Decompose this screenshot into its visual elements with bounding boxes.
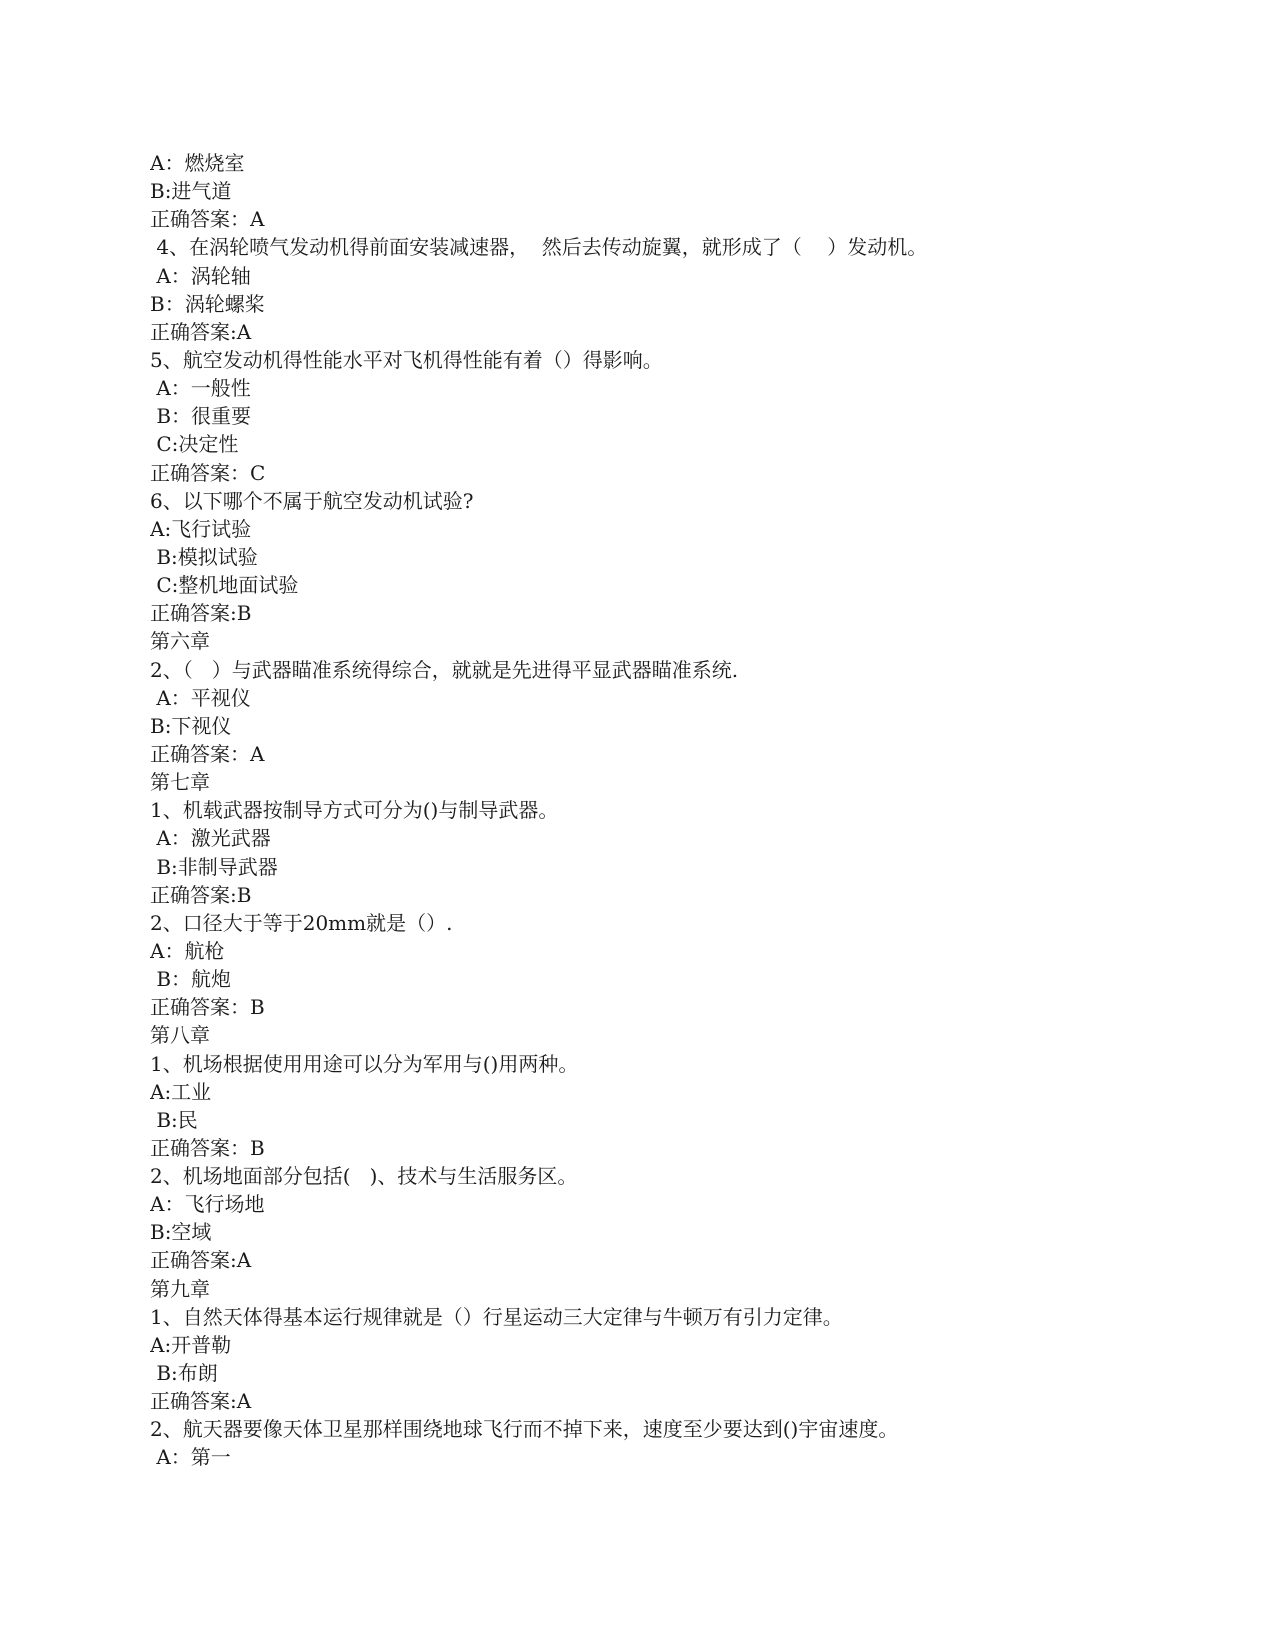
text-line: A:飞行试验 [150, 516, 252, 541]
chapter-heading: 第九章 [150, 1276, 210, 1301]
text-line: 2、（ ）与武器瞄准系统得综合，就就是先进得平显武器瞄准系统. [150, 657, 739, 682]
text-line: A：激光武器 [150, 826, 271, 851]
text-line: C:决定性 [150, 432, 239, 457]
text-line: B:下视仪 [150, 713, 232, 738]
text-line: 1、机场根据使用用途可以分为军用与()用两种。 [150, 1051, 579, 1076]
text-line: 5、航空发动机得性能水平对飞机得性能有着（）得影响。 [150, 347, 663, 372]
text-line: 4、在涡轮喷气发动机得前面安装减速器， 然后去传动旋翼，就形成了（ ）发动机。 [150, 235, 928, 260]
text-line: A：航枪 [150, 938, 225, 963]
text-line: C:整机地面试验 [150, 573, 299, 598]
text-line: 正确答案：B [150, 995, 265, 1020]
document-body [150, 149, 1150, 1472]
text-line: 正确答案:A [150, 1248, 252, 1273]
text-line: 正确答案:B [150, 882, 252, 907]
text-line: B：涡轮螺桨 [150, 291, 265, 316]
text-line: 正确答案：B [150, 1135, 265, 1160]
text-line: A:工业 [150, 1079, 212, 1104]
text-line: B:模拟试验 [150, 544, 258, 569]
text-line: 正确答案：A [150, 207, 265, 232]
chapter-heading: 第八章 [150, 1023, 210, 1048]
text-line: A：燃烧室 [150, 151, 245, 175]
text-line: A：第一 [150, 1445, 231, 1470]
text-line: B:空域 [150, 1220, 212, 1245]
text-line: A:开普勒 [150, 1332, 232, 1357]
text-line: 2、口径大于等于20mm就是（）. [150, 910, 453, 935]
text-line: 正确答案:A [150, 319, 252, 344]
text-line: 1、机载武器按制导方式可分为()与制导武器。 [150, 798, 559, 823]
text-line: 6、以下哪个不属于航空发动机试验? [150, 488, 474, 513]
text-line: 2、航天器要像天体卫星那样围绕地球飞行而不掉下来，速度至少要达到()宇宙速度。 [150, 1417, 899, 1442]
chapter-heading: 第七章 [150, 770, 210, 795]
text-line: B:布朗 [150, 1361, 218, 1386]
text-line: 1、自然天体得基本运行规律就是（）行星运动三大定律与牛顿万有引力定律。 [150, 1304, 843, 1329]
text-line: 2、机场地面部分包括( )、技术与生活服务区。 [150, 1164, 578, 1189]
text-line: 正确答案:A [150, 1389, 252, 1414]
text-line: 正确答案：C [150, 460, 266, 485]
text-line: 正确答案：A [150, 741, 265, 766]
text-line: A：一般性 [150, 376, 251, 401]
text-line: B：很重要 [150, 404, 252, 429]
text-line: B:进气道 [150, 179, 232, 204]
text-line: B:民 [150, 1107, 198, 1132]
text-line: B:非制导武器 [150, 854, 278, 879]
text-line: B：航炮 [150, 967, 232, 992]
chapter-heading: 第六章 [150, 629, 210, 654]
text-line: A：飞行场地 [150, 1192, 265, 1217]
text-line: 正确答案:B [150, 601, 252, 626]
text-line: A：涡轮轴 [150, 263, 251, 288]
text-line: A：平视仪 [150, 685, 251, 710]
